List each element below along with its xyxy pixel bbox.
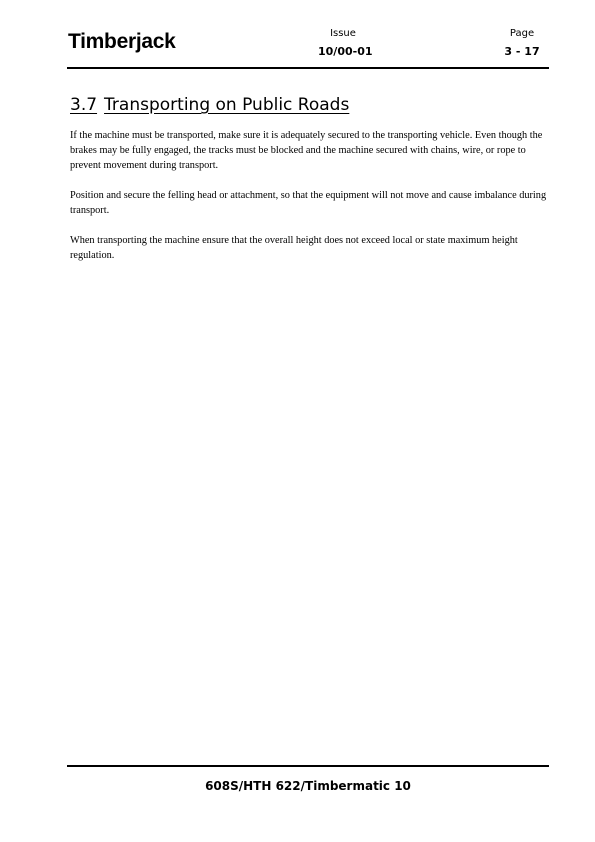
footer-divider — [67, 765, 549, 767]
section-body — [70, 128, 552, 278]
issue-value: 10/00-01 — [318, 45, 373, 58]
page-label: Page — [509, 28, 535, 39]
section-number: 3.7 — [70, 95, 98, 115]
header-divider — [67, 67, 549, 69]
section-title: Transporting on Public Roads — [104, 95, 350, 115]
issue-label: Issue — [330, 28, 356, 39]
brand-logo: Timberjack — [68, 30, 176, 53]
paragraph: When transporting the machine ensure that the overall height does not exceed local or state maximum height regulation. — [70, 235, 518, 261]
section-heading — [70, 95, 349, 115]
paragraph: Position and secure the felling head or attachment, so that the equipment will not move and cause imbalance during transport. — [70, 190, 547, 216]
footer-model: 608S/HTH 622/Timbermatic 10 — [205, 779, 411, 793]
paragraph: If the machine must be transported, make sure it is adequately secured to the transporting vehicle. Even though the brakes may be fully engaged, the tracks must be blocked and the machine secured with chains, wire, or rope to prevent movement during transport. — [70, 130, 543, 171]
page-value: 3 - 17 — [504, 45, 540, 58]
